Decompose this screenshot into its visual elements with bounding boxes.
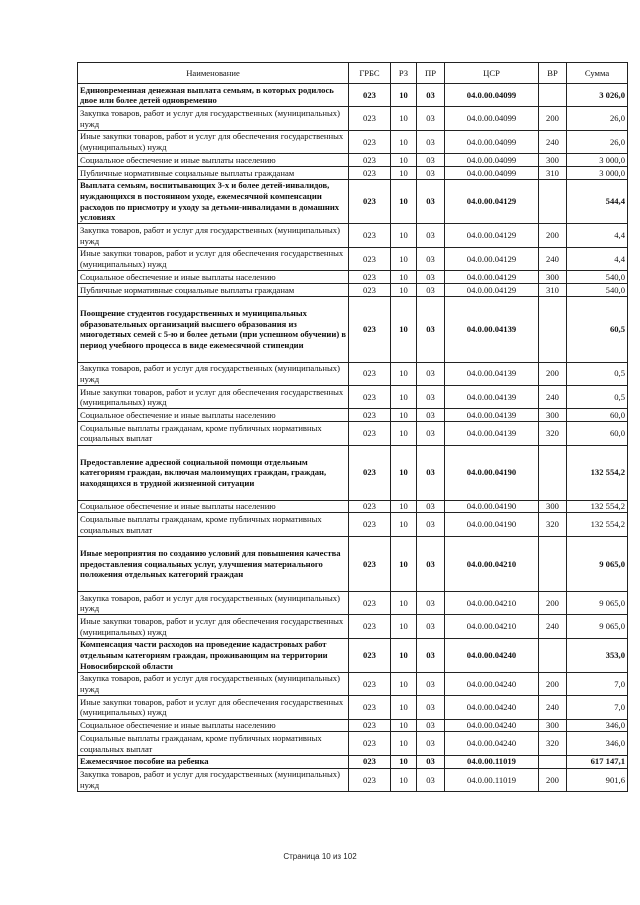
cell-rz: 10	[391, 179, 417, 224]
cell-pr: 03	[417, 179, 445, 224]
table-row	[78, 247, 628, 270]
cell-rz: 10	[391, 500, 417, 513]
cell-rz: 10	[391, 362, 417, 385]
cell-pr: 03	[417, 166, 445, 179]
header-name: Наименование	[78, 63, 349, 84]
cell-sum: 353,0	[567, 638, 628, 672]
cell-pr: 03	[417, 422, 445, 445]
cell-pr: 03	[417, 224, 445, 247]
cell-vr: 200	[539, 768, 567, 791]
cell-sum: 60,0	[567, 422, 628, 445]
cell-grbs: 023	[349, 271, 391, 284]
cell-rz: 10	[391, 513, 417, 536]
cell-pr: 03	[417, 719, 445, 732]
cell-csr: 04.0.00.04240	[445, 719, 539, 732]
header-rz: РЗ	[391, 63, 417, 84]
cell-vr: 200	[539, 362, 567, 385]
cell-name: Иные закупки товаров, работ и услуг для обеспечения государственных (муниципальных) нужд	[78, 385, 349, 408]
table-row	[78, 271, 628, 284]
cell-grbs: 023	[349, 536, 391, 591]
cell-sum: 3 000,0	[567, 166, 628, 179]
cell-pr: 03	[417, 84, 445, 107]
cell-grbs: 023	[349, 696, 391, 719]
cell-sum: 540,0	[567, 271, 628, 284]
cell-grbs: 023	[349, 500, 391, 513]
cell-grbs: 023	[349, 592, 391, 615]
cell-name: Ежемесячное пособие на ребенка	[78, 755, 349, 768]
cell-vr: 300	[539, 719, 567, 732]
cell-csr: 04.0.00.11019	[445, 768, 539, 791]
cell-grbs: 023	[349, 107, 391, 130]
cell-name: Иные закупки товаров, работ и услуг для обеспечения государственных (муниципальных) нужд	[78, 696, 349, 719]
table-row	[78, 615, 628, 638]
cell-pr: 03	[417, 409, 445, 422]
cell-grbs: 023	[349, 179, 391, 224]
cell-csr: 04.0.00.04099	[445, 154, 539, 167]
cell-rz: 10	[391, 271, 417, 284]
header-csr: ЦСР	[445, 63, 539, 84]
header-vr: ВР	[539, 63, 567, 84]
cell-rz: 10	[391, 130, 417, 153]
cell-pr: 03	[417, 130, 445, 153]
cell-sum: 7,0	[567, 672, 628, 695]
table-row	[78, 296, 628, 362]
cell-name: Поощрение студентов государственных и муниципальных образовательных организаций высшего образования из многодетных семей с 5-ю и более детьми (при успешном обучении) в период учебного процесса в виде ежемесячной стипендии	[78, 296, 349, 362]
cell-rz: 10	[391, 224, 417, 247]
cell-grbs: 023	[349, 445, 391, 500]
cell-sum: 132 554,2	[567, 500, 628, 513]
cell-vr	[539, 536, 567, 591]
cell-rz: 10	[391, 755, 417, 768]
table-body	[78, 84, 628, 792]
cell-vr: 300	[539, 409, 567, 422]
cell-pr: 03	[417, 445, 445, 500]
cell-sum: 132 554,2	[567, 513, 628, 536]
cell-grbs: 023	[349, 768, 391, 791]
cell-name: Иные закупки товаров, работ и услуг для обеспечения государственных (муниципальных) нужд	[78, 615, 349, 638]
cell-pr: 03	[417, 362, 445, 385]
table-row	[78, 130, 628, 153]
cell-name: Социальные выплаты гражданам, кроме публичных нормативных социальных выплат	[78, 513, 349, 536]
cell-name: Иные закупки товаров, работ и услуг для обеспечения государственных (муниципальных) нужд	[78, 130, 349, 153]
cell-pr: 03	[417, 513, 445, 536]
cell-vr	[539, 296, 567, 362]
cell-vr: 200	[539, 224, 567, 247]
cell-rz: 10	[391, 154, 417, 167]
cell-vr: 300	[539, 154, 567, 167]
cell-csr: 04.0.00.11019	[445, 755, 539, 768]
cell-vr: 200	[539, 592, 567, 615]
cell-csr: 04.0.00.04129	[445, 179, 539, 224]
cell-csr: 04.0.00.04210	[445, 536, 539, 591]
cell-vr: 300	[539, 500, 567, 513]
cell-rz: 10	[391, 732, 417, 755]
cell-sum: 901,6	[567, 768, 628, 791]
cell-rz: 10	[391, 638, 417, 672]
cell-csr: 04.0.00.04129	[445, 247, 539, 270]
cell-name: Социальные выплаты гражданам, кроме публичных нормативных социальных выплат	[78, 732, 349, 755]
cell-sum: 60,0	[567, 409, 628, 422]
budget-table	[77, 62, 628, 792]
table-row	[78, 638, 628, 672]
cell-name: Закупка товаров, работ и услуг для государственных (муниципальных) нужд	[78, 768, 349, 791]
cell-grbs: 023	[349, 84, 391, 107]
cell-csr: 04.0.00.04190	[445, 513, 539, 536]
cell-vr: 240	[539, 696, 567, 719]
cell-vr: 300	[539, 271, 567, 284]
table-row	[78, 422, 628, 445]
cell-csr: 04.0.00.04210	[445, 615, 539, 638]
cell-pr: 03	[417, 107, 445, 130]
cell-csr: 04.0.00.04099	[445, 130, 539, 153]
cell-grbs: 023	[349, 166, 391, 179]
table-row	[78, 500, 628, 513]
cell-rz: 10	[391, 247, 417, 270]
cell-grbs: 023	[349, 224, 391, 247]
cell-pr: 03	[417, 296, 445, 362]
cell-pr: 03	[417, 672, 445, 695]
table-row	[78, 445, 628, 500]
cell-grbs: 023	[349, 283, 391, 296]
cell-vr: 240	[539, 615, 567, 638]
cell-name: Иные закупки товаров, работ и услуг для обеспечения государственных (муниципальных) нужд	[78, 247, 349, 270]
cell-grbs: 023	[349, 732, 391, 755]
cell-sum: 132 554,2	[567, 445, 628, 500]
cell-grbs: 023	[349, 296, 391, 362]
cell-csr: 04.0.00.04099	[445, 166, 539, 179]
cell-vr: 200	[539, 672, 567, 695]
cell-grbs: 023	[349, 422, 391, 445]
cell-grbs: 023	[349, 615, 391, 638]
header-sum: Сумма	[567, 63, 628, 84]
cell-rz: 10	[391, 615, 417, 638]
cell-name: Социальное обеспечение и иные выплаты населению	[78, 719, 349, 732]
cell-sum: 4,4	[567, 247, 628, 270]
cell-pr: 03	[417, 732, 445, 755]
cell-vr: 240	[539, 130, 567, 153]
cell-csr: 04.0.00.04240	[445, 638, 539, 672]
cell-vr	[539, 179, 567, 224]
cell-vr: 320	[539, 513, 567, 536]
cell-pr: 03	[417, 536, 445, 591]
cell-csr: 04.0.00.04190	[445, 445, 539, 500]
header-grbs: ГРБС	[349, 63, 391, 84]
cell-sum: 26,0	[567, 107, 628, 130]
table-row	[78, 84, 628, 107]
cell-grbs: 023	[349, 247, 391, 270]
cell-pr: 03	[417, 385, 445, 408]
cell-sum: 544,4	[567, 179, 628, 224]
cell-rz: 10	[391, 672, 417, 695]
cell-pr: 03	[417, 615, 445, 638]
cell-name: Публичные нормативные социальные выплаты гражданам	[78, 166, 349, 179]
cell-sum: 26,0	[567, 130, 628, 153]
cell-name: Закупка товаров, работ и услуг для государственных (муниципальных) нужд	[78, 362, 349, 385]
cell-csr: 04.0.00.04139	[445, 296, 539, 362]
table-row	[78, 224, 628, 247]
cell-rz: 10	[391, 592, 417, 615]
cell-csr: 04.0.00.04099	[445, 84, 539, 107]
cell-pr: 03	[417, 755, 445, 768]
cell-vr: 240	[539, 247, 567, 270]
cell-rz: 10	[391, 719, 417, 732]
cell-name: Выплата семьям, воспитывающих 3-х и более детей-инвалидов, нуждающихся в постоянном уходе, ежемесячной компенсации расходов по присмотру и уходу за детьми-инвалидами в домашних условиях	[78, 179, 349, 224]
cell-rz: 10	[391, 536, 417, 591]
cell-vr: 310	[539, 283, 567, 296]
cell-sum: 4,4	[567, 224, 628, 247]
cell-rz: 10	[391, 296, 417, 362]
cell-pr: 03	[417, 592, 445, 615]
cell-csr: 04.0.00.04139	[445, 409, 539, 422]
cell-vr: 240	[539, 385, 567, 408]
cell-rz: 10	[391, 445, 417, 500]
cell-pr: 03	[417, 638, 445, 672]
cell-csr: 04.0.00.04240	[445, 696, 539, 719]
cell-name: Закупка товаров, работ и услуг для государственных (муниципальных) нужд	[78, 224, 349, 247]
cell-csr: 04.0.00.04139	[445, 422, 539, 445]
cell-vr	[539, 84, 567, 107]
table-row	[78, 154, 628, 167]
cell-sum: 0,5	[567, 362, 628, 385]
header-pr: ПР	[417, 63, 445, 84]
cell-name: Закупка товаров, работ и услуг для государственных (муниципальных) нужд	[78, 107, 349, 130]
table-header-row	[78, 63, 628, 84]
cell-sum: 0,5	[567, 385, 628, 408]
cell-pr: 03	[417, 283, 445, 296]
cell-rz: 10	[391, 283, 417, 296]
cell-name: Социальное обеспечение и иные выплаты населению	[78, 154, 349, 167]
table-row	[78, 385, 628, 408]
cell-grbs: 023	[349, 154, 391, 167]
page-number: Страница 10 из 102	[283, 852, 357, 861]
table-row	[78, 755, 628, 768]
cell-sum: 617 147,1	[567, 755, 628, 768]
cell-sum: 7,0	[567, 696, 628, 719]
cell-vr: 310	[539, 166, 567, 179]
table-row	[78, 513, 628, 536]
cell-sum: 9 065,0	[567, 536, 628, 591]
cell-csr: 04.0.00.04240	[445, 672, 539, 695]
cell-sum: 9 065,0	[567, 615, 628, 638]
cell-pr: 03	[417, 247, 445, 270]
cell-grbs: 023	[349, 130, 391, 153]
cell-vr	[539, 755, 567, 768]
cell-vr	[539, 445, 567, 500]
table-row	[78, 409, 628, 422]
cell-grbs: 023	[349, 385, 391, 408]
table-row	[78, 719, 628, 732]
table-row	[78, 362, 628, 385]
table-row	[78, 179, 628, 224]
cell-rz: 10	[391, 696, 417, 719]
cell-name: Социальные выплаты гражданам, кроме публичных нормативных социальных выплат	[78, 422, 349, 445]
cell-name: Иные мероприятия по созданию условий для повышения качества предоставления социальных услуг, улучшения материального положения отдельных категорий граждан	[78, 536, 349, 591]
cell-name: Закупка товаров, работ и услуг для государственных (муниципальных) нужд	[78, 592, 349, 615]
table-row	[78, 536, 628, 591]
cell-rz: 10	[391, 385, 417, 408]
cell-csr: 04.0.00.04139	[445, 385, 539, 408]
cell-grbs: 023	[349, 513, 391, 536]
cell-grbs: 023	[349, 638, 391, 672]
cell-grbs: 023	[349, 362, 391, 385]
cell-grbs: 023	[349, 409, 391, 422]
table-row	[78, 696, 628, 719]
cell-pr: 03	[417, 500, 445, 513]
cell-vr: 320	[539, 422, 567, 445]
cell-pr: 03	[417, 154, 445, 167]
cell-rz: 10	[391, 768, 417, 791]
cell-csr: 04.0.00.04139	[445, 362, 539, 385]
cell-grbs: 023	[349, 755, 391, 768]
table-row	[78, 166, 628, 179]
table-row	[78, 283, 628, 296]
cell-grbs: 023	[349, 672, 391, 695]
table-row	[78, 768, 628, 791]
cell-sum: 3 026,0	[567, 84, 628, 107]
cell-sum: 346,0	[567, 719, 628, 732]
cell-rz: 10	[391, 422, 417, 445]
cell-name: Социальное обеспечение и иные выплаты населению	[78, 271, 349, 284]
table-row	[78, 672, 628, 695]
cell-vr: 200	[539, 107, 567, 130]
cell-csr: 04.0.00.04190	[445, 500, 539, 513]
cell-sum: 9 065,0	[567, 592, 628, 615]
cell-csr: 04.0.00.04129	[445, 224, 539, 247]
table-row	[78, 592, 628, 615]
cell-sum: 540,0	[567, 283, 628, 296]
cell-vr	[539, 638, 567, 672]
table-row	[78, 107, 628, 130]
cell-rz: 10	[391, 84, 417, 107]
cell-name: Закупка товаров, работ и услуг для государственных (муниципальных) нужд	[78, 672, 349, 695]
cell-name: Социальное обеспечение и иные выплаты населению	[78, 409, 349, 422]
cell-name: Компенсация части расходов на проведение кадастровых работ отдельным категориям граждан, проживающим на территории Новосибирской области	[78, 638, 349, 672]
cell-rz: 10	[391, 409, 417, 422]
cell-csr: 04.0.00.04240	[445, 732, 539, 755]
cell-name: Публичные нормативные социальные выплаты гражданам	[78, 283, 349, 296]
cell-pr: 03	[417, 271, 445, 284]
cell-csr: 04.0.00.04210	[445, 592, 539, 615]
cell-sum: 346,0	[567, 732, 628, 755]
cell-pr: 03	[417, 696, 445, 719]
cell-rz: 10	[391, 107, 417, 130]
cell-pr: 03	[417, 768, 445, 791]
cell-vr: 320	[539, 732, 567, 755]
cell-name: Социальное обеспечение и иные выплаты населению	[78, 500, 349, 513]
cell-rz: 10	[391, 166, 417, 179]
cell-sum: 3 000,0	[567, 154, 628, 167]
table-row	[78, 732, 628, 755]
cell-csr: 04.0.00.04129	[445, 271, 539, 284]
cell-csr: 04.0.00.04099	[445, 107, 539, 130]
cell-name: Предоставление адресной социальной помощи отдельным категориям граждан, включая малоимущих граждан, граждан, находящихся в трудной жизненной ситуации	[78, 445, 349, 500]
cell-grbs: 023	[349, 719, 391, 732]
cell-name: Единовременная денежная выплата семьям, в которых родилось двое или более детей одновременно	[78, 84, 349, 107]
cell-sum: 60,5	[567, 296, 628, 362]
cell-csr: 04.0.00.04129	[445, 283, 539, 296]
